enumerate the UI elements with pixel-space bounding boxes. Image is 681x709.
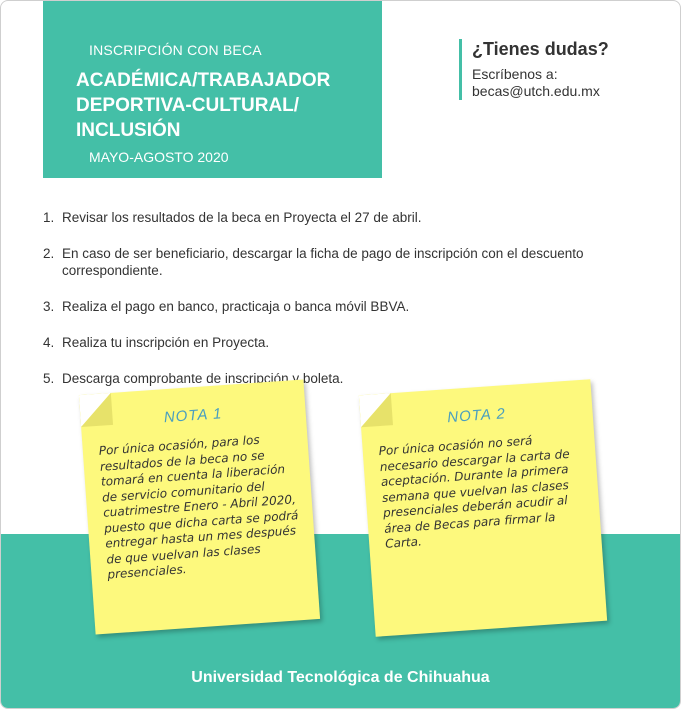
help-email[interactable]: becas@utch.edu.mx [472,83,600,99]
help-question: ¿Tienes dudas? [472,39,609,59]
note-2 [359,379,607,637]
note-title: NOTA 2 [446,405,507,427]
header-period: MAYO-AGOSTO 2020 [89,149,229,165]
steps-list [43,209,643,406]
header-banner [43,1,382,178]
step-item [43,298,643,315]
footer-university: Universidad Tecnológica de Chihuahua [191,669,490,686]
help-line: Escríbenos a: [472,66,558,82]
step-number: 5. [43,371,55,386]
step-number: 1. [43,210,55,225]
step-item [43,209,643,226]
step-text: Descarga comprobante de inscripción y boleta. [62,371,344,386]
step-text: Revisar los resultados de la beca en Proyecta el 27 de abril. [62,210,422,225]
header-title-line: ACADÉMICA/TRABAJADOR [76,70,331,91]
step-item [43,334,643,351]
step-number: 4. [43,335,55,350]
header-title [76,68,330,143]
header-title-line: INCLUSIÓN [76,120,181,141]
step-text: Realiza el pago en banco, practicaja o banca móvil BBVA. [62,299,410,314]
header-subtitle: INSCRIPCIÓN CON BECA [89,42,262,58]
header-title-line: DEPORTIVA-CULTURAL/ [76,95,300,116]
step-number: 2. [43,246,55,261]
note-1 [79,379,320,634]
note-title: NOTA 1 [163,405,223,427]
step-number: 3. [43,299,55,314]
step-item [43,245,643,279]
note-text: Por única ocasión no será necesario descargar la carta de aceptación. Durante la primera semana que vuelvan las clases presenciales deberán acudir al área de Becas para firmar la Carta. [378,433,571,551]
step-text: Realiza tu inscripción en Proyecta. [62,335,270,350]
step-text: En caso de ser beneficiario, descargar la ficha de pago de inscripción con el descuento correspondiente. [62,246,584,278]
help-box [459,39,609,100]
note-text: Por única ocasión, para los resultados de la beca no se tomará en cuenta la liberación de servicio comunitario del cuatrimestre Enero - Abril 2020, puesto que dicha carta se podrá entregar hasta un mes después de que vuelvan las clases presenciales. [98,432,299,582]
